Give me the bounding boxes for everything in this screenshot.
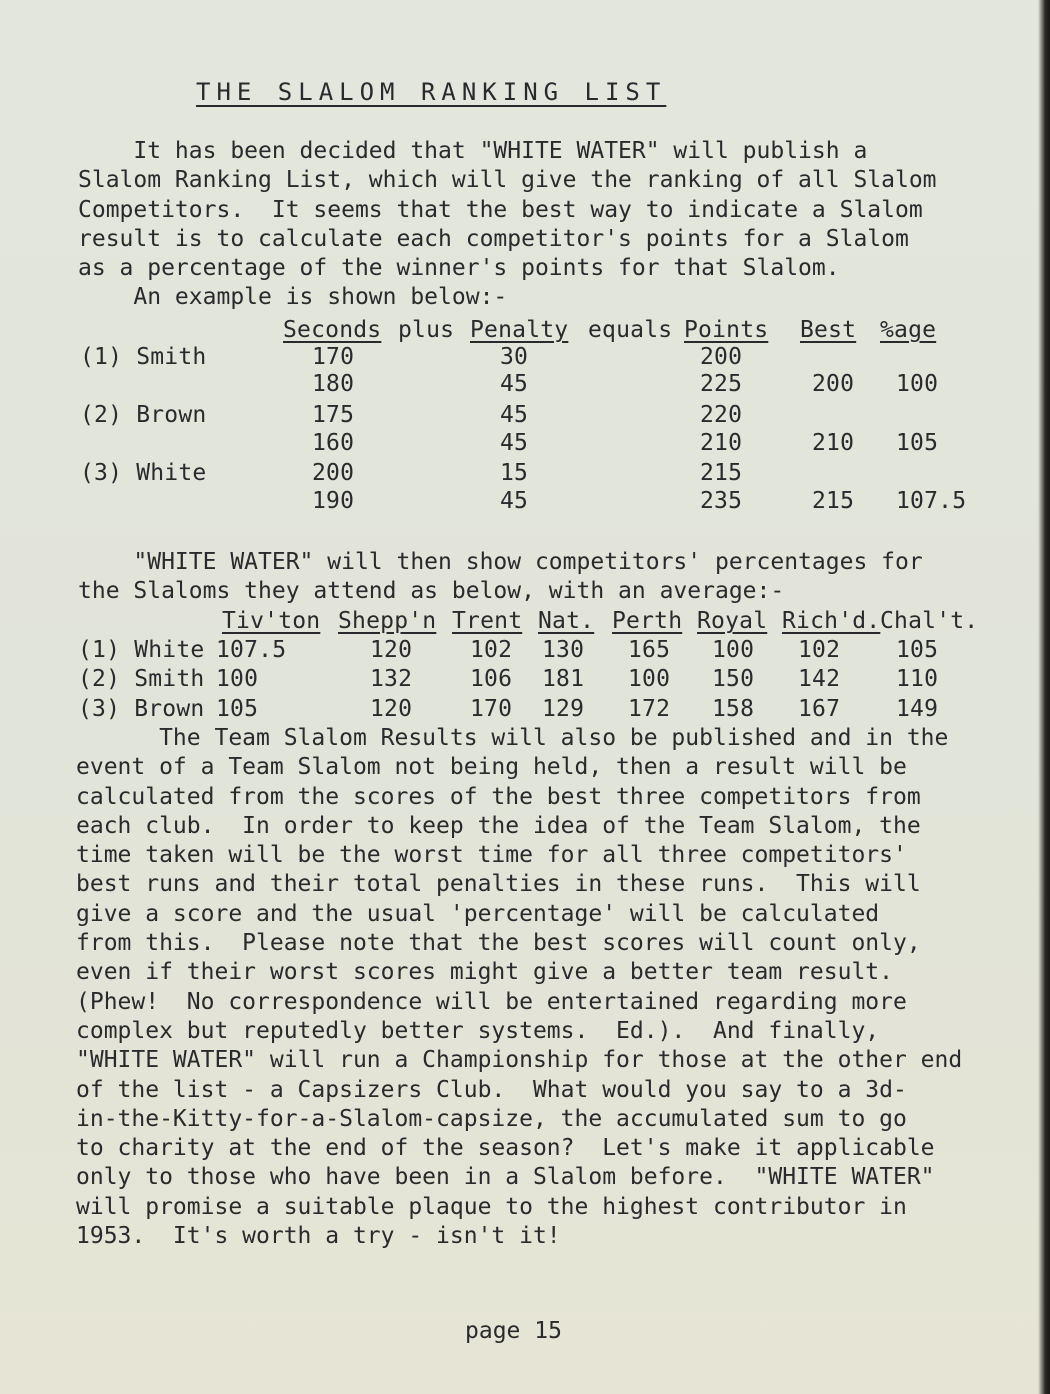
text-line: to charity at the end of the season? Let's make it applicable xyxy=(76,1135,935,1162)
column-header: Points xyxy=(684,317,769,343)
percentage-cell: 107.5 xyxy=(216,637,287,663)
penalty-cell: 45 xyxy=(500,488,529,514)
competitor-name: (1) White xyxy=(78,637,205,663)
percentage-cell: 170 xyxy=(470,696,513,722)
percentage-cell: 129 xyxy=(542,696,585,722)
percentage-cell: 105 xyxy=(216,696,259,722)
percentage-cell: 130 xyxy=(542,637,585,663)
column-header: equals xyxy=(588,317,673,343)
text-line: only to those who have been in a Slalom before. "WHITE WATER" xyxy=(76,1164,935,1191)
points-cell: 200 xyxy=(700,344,743,370)
column-header: %age xyxy=(880,317,937,343)
text-line: calculated from the scores of the best three competitors from xyxy=(76,783,921,810)
competitor-name: (2) Smith xyxy=(78,666,205,692)
text-line: in-the-Kitty-for-a-Slalom-capsize, the accumulated sum to go xyxy=(76,1105,907,1132)
percentage-cell: 142 xyxy=(798,666,841,692)
text-line: even if their worst scores might give a better team result. xyxy=(76,959,893,986)
penalty-cell: 15 xyxy=(500,460,529,486)
text-line: "WHITE WATER" will run a Championship for those at the other end xyxy=(76,1047,963,1074)
page-title: THE SLALOM RANKING LIST xyxy=(196,78,667,106)
percentage-cell: 106 xyxy=(470,666,513,692)
percentage-cell: 100 xyxy=(896,371,939,397)
text-line: event of a Team Slalom not being held, then a result will be xyxy=(76,754,907,781)
text-line: Slalom Ranking List, which will give the ranking of all Slalom xyxy=(78,167,937,194)
percentage-cell: 172 xyxy=(628,696,671,722)
penalty-cell: 45 xyxy=(500,371,529,397)
percentage-cell: 149 xyxy=(896,696,939,722)
text-line: "WHITE WATER" will then show competitors' percentages for xyxy=(78,549,923,575)
column-header: Chal't. xyxy=(880,608,979,634)
text-line: 1953. It's worth a try - isn't it! xyxy=(76,1223,561,1250)
percentage-cell: 105 xyxy=(896,637,939,663)
seconds-cell: 180 xyxy=(312,371,355,397)
points-cell: 235 xyxy=(700,488,743,514)
percentage-cell: 110 xyxy=(896,666,939,692)
percentage-cell: 165 xyxy=(628,637,671,663)
middle-paragraph xyxy=(78,548,923,607)
column-header: Shepp'n xyxy=(338,608,437,634)
intro-paragraph xyxy=(78,137,937,313)
percentage-cell: 120 xyxy=(370,637,413,663)
percentage-cell: 132 xyxy=(370,666,413,692)
points-cell: 220 xyxy=(700,402,743,428)
seconds-cell: 170 xyxy=(312,344,355,370)
column-header: Perth xyxy=(612,608,683,634)
text-line: best runs and their total penalties in these runs. This will xyxy=(76,871,921,898)
best-cell: 200 xyxy=(812,371,855,397)
column-header: Seconds xyxy=(283,317,382,343)
text-line: result is to calculate each competitor's points for a Slalom xyxy=(78,225,909,252)
best-cell: 215 xyxy=(812,488,855,514)
column-header: Best xyxy=(800,317,857,343)
competitor-name: (1) Smith xyxy=(80,344,207,370)
column-header: Royal xyxy=(697,608,768,634)
penalty-cell: 45 xyxy=(500,402,529,428)
text-line: of the list - a Capsizers Club. What would you say to a 3d- xyxy=(76,1076,907,1103)
percentage-cell: 105 xyxy=(896,430,939,456)
penalty-cell: 30 xyxy=(500,344,529,370)
seconds-cell: 175 xyxy=(312,402,355,428)
points-cell: 215 xyxy=(700,460,743,486)
penalty-cell: 45 xyxy=(500,430,529,456)
page-number: page 15 xyxy=(465,1318,562,1344)
points-cell: 225 xyxy=(700,371,743,397)
text-line: The Team Slalom Results will also be published and in the xyxy=(76,725,949,751)
text-line: Competitors. It seems that the best way to indicate a Slalom xyxy=(78,196,923,223)
text-line: as a percentage of the winner's points for that Slalom. xyxy=(78,255,840,282)
column-header: Tiv'ton xyxy=(222,608,321,634)
text-line: each club. In order to keep the idea of the Team Slalom, the xyxy=(76,812,921,839)
column-header: Penalty xyxy=(470,317,569,343)
competitor-name: (3) White xyxy=(80,460,207,486)
competitor-name: (2) Brown xyxy=(80,402,207,428)
closing-paragraph xyxy=(76,724,962,1251)
page-edge-shadow xyxy=(1038,0,1050,1394)
column-header: Rich'd. xyxy=(782,608,881,634)
points-cell: 210 xyxy=(700,430,743,456)
percentage-cell: 167 xyxy=(798,696,841,722)
text-line: It has been decided that "WHITE WATER" will publish a xyxy=(78,138,868,164)
percentage-cell: 107.5 xyxy=(896,488,967,514)
column-header: plus xyxy=(398,317,455,343)
text-line: give a score and the usual 'percentage' will be calculated xyxy=(76,900,880,927)
percentage-cell: 150 xyxy=(712,666,755,692)
text-line: (Phew! No correspondence will be entertained regarding more xyxy=(76,988,907,1015)
seconds-cell: 200 xyxy=(312,460,355,486)
percentage-cell: 158 xyxy=(712,696,755,722)
text-line: An example is shown below:- xyxy=(78,284,508,311)
percentage-cell: 102 xyxy=(798,637,841,663)
seconds-cell: 190 xyxy=(312,488,355,514)
percentage-cell: 100 xyxy=(712,637,755,663)
text-line: the Slaloms they attend as below, with an average:- xyxy=(78,578,785,605)
text-line: time taken will be the worst time for all three competitors' xyxy=(76,842,907,869)
percentage-cell: 120 xyxy=(370,696,413,722)
text-line: from this. Please note that the best scores will count only, xyxy=(76,930,921,957)
column-header: Trent xyxy=(452,608,523,634)
competitor-name: (3) Brown xyxy=(78,696,205,722)
percentage-cell: 100 xyxy=(628,666,671,692)
column-header: Nat. xyxy=(538,608,595,634)
percentage-cell: 181 xyxy=(542,666,585,692)
percentage-cell: 102 xyxy=(470,637,513,663)
text-line: complex but reputedly better systems. Ed.). And finally, xyxy=(76,1017,880,1044)
seconds-cell: 160 xyxy=(312,430,355,456)
best-cell: 210 xyxy=(812,430,855,456)
percentage-cell: 100 xyxy=(216,666,259,692)
text-line: will promise a suitable plaque to the highest contributor in xyxy=(76,1193,907,1220)
